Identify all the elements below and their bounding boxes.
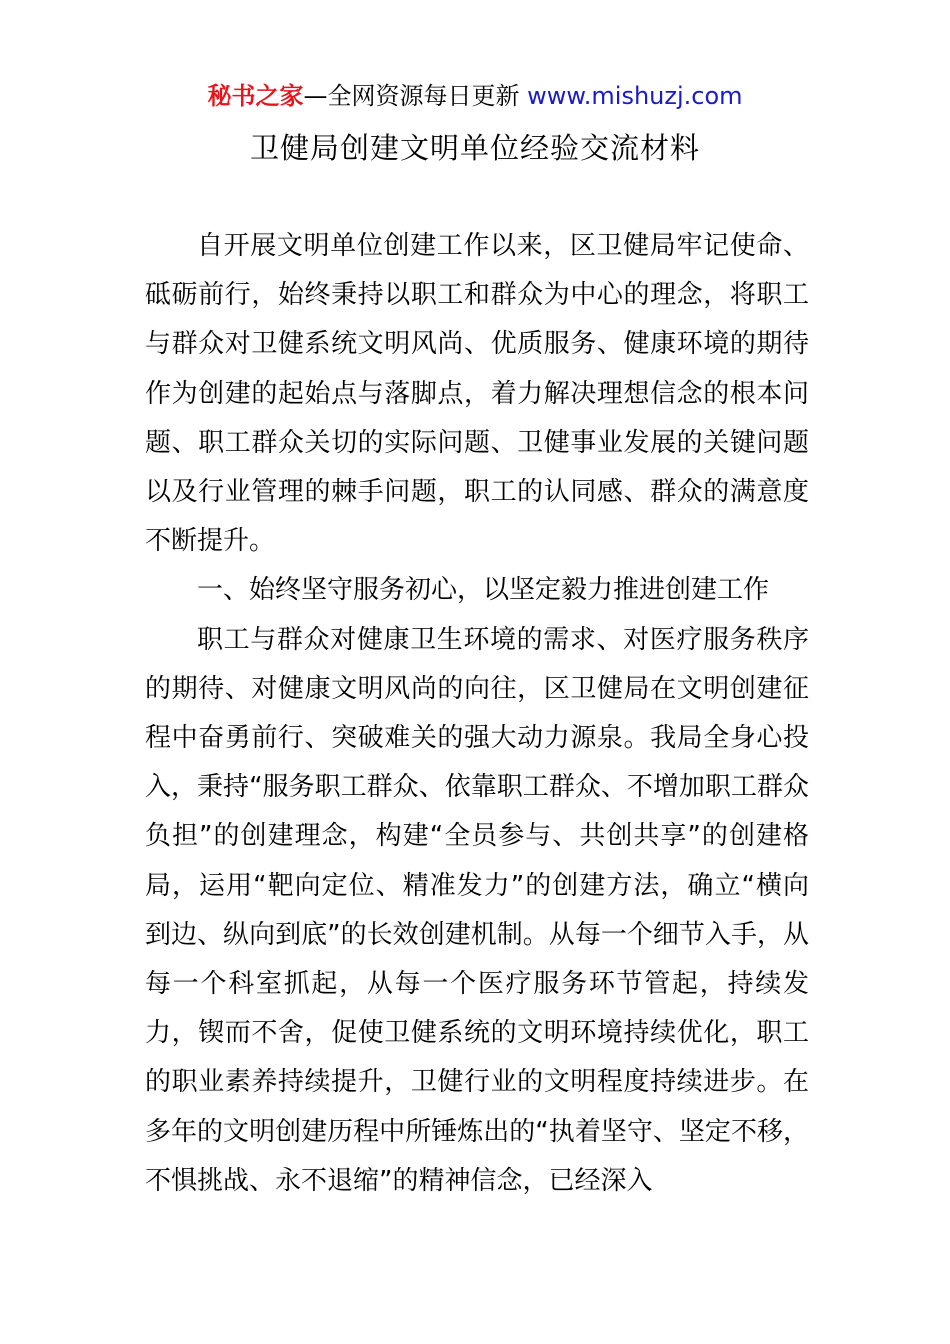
intro-paragraph: 自开展文明单位创建工作以来，区卫健局牢记使命、砥砺前行，始终秉持以职工和群众为中心的理念，将职工与群众对卫健系统文明风尚、优质服务、健康环境的期待作为创建的起始点与落脚点，着力解决理想信念的根本问题、职工群众关切的实际问题、卫健事业发展的关键问题以及行业管理的棘手问题，职工的认同感、群众的满意度不断提升。 — [145, 231, 809, 557]
document-body — [145, 222, 809, 1206]
site-tagline: —全网资源每日更新 — [303, 82, 528, 110]
site-brand: 秘书之家 — [207, 82, 304, 110]
section-heading: 一、始终坚守服务初心，以坚定毅力推进创建工作 — [197, 575, 770, 606]
site-header — [0, 80, 950, 112]
section-paragraph: 职工与群众对健康卫生环境的需求、对医疗服务秩序的期待、对健康文明风尚的向往，区卫健局在文明创建征程中奋勇前行、突破难关的强大动力源泉。我局全身心投入，秉持“服务职工群众、依靠职工群众、不增加职工群众负担”的创建理念，构建“全员参与、共创共享”的创建格局，运用“靶向定位、精准发力”的创建方法，确立“横向到边、纵向到底”的长效创建机制。从每一个细节入手，从每一个科室抓起，从每一个医疗服务环节管起，持续发力，锲而不舍，促使卫健系统的文明环境持续优化，职工的职业素养持续提升，卫健行业的文明程度持续进步。在多年的文明创建历程中所锤炼出的“执着坚守、坚定不移，不惧挑战、永不退缩”的精神信念，已经深入 — [145, 624, 809, 1196]
site-url-link[interactable]: www.mishuzj.com — [527, 82, 743, 110]
document-title: 卫健局创建文明单位经验交流材料 — [249, 131, 700, 165]
